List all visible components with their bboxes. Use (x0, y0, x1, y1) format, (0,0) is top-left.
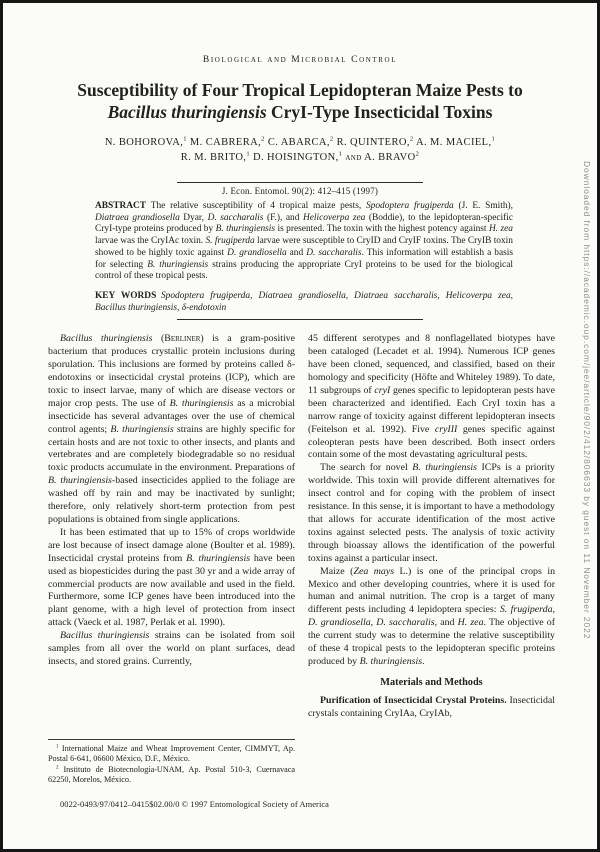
right-column (308, 333, 555, 785)
abstract-paragraph: ABSTRACT The relative susceptibility of 4 tropical maize pests, Spodoptera frugiperda (J. E. Smith), Diatraea grandiosella Dyar, D. saccharalis (F.), and Helicoverpa zea (Boddie), to the lepidopteran-specific CryI-type proteins produced by B. thuringiensis is presented. The toxin with the highest potency against H. zea larvae was the CryIAc toxin. S. frugiperda larvae were susceptible to CryID and CryIF toxins. The CryIB toxin showed to be highly toxic against D. grandiosella and D. saccharalis. This information will establish a basis for selecting B. thuringiensis strains producing the appropriate CryI proteins to be used for the biological control of these tropical pests. (95, 201, 514, 282)
header-rule (177, 182, 423, 183)
article-title-line-2: Bacillus thuringiensis CryI-Type Insecticidal Toxins (107, 101, 493, 122)
body-columns (48, 333, 555, 785)
body-paragraph-novel-icp-search: The search for novel B. thuringiensis ICPs is a priority worldwide. This toxin will provide different alternatives for insect control and for coping with the problem of insect resistance. In this sense, it is important to have a methodology that allows for accurate identification of the most active toxins against selected pests. The analysis of toxic activity through bioassay allows the identification of the powerful toxins against a particular insect. (308, 462, 555, 564)
journal-citation: J. Econ. Entomol. 90(2): 412–415 (1997) (221, 186, 379, 196)
left-column (48, 333, 295, 785)
body-paragraph-serotypes: 45 different serotypes and 8 nonflagellated biotypes have been cataloged (Lecadet et al. 1994). Numerous ICP genes have been cloned, sequenced, and classified, based on their homology and specificity (Höfte and Whiteley 1989). To date, 11 subgroups of cryI genes specific to lepidopteran pests have been characterized and identified. Each CryI toxin has a narrow range of toxicity against different lepidopteran insects (Feitelson et al. 1992). Five cryIII genes specific against coleopteran pests have been described. Both insect orders contain some of the most devastating agricultural pests. (308, 333, 555, 461)
copyright-line: 0022-0493/97/0412–0415$02.00/0 © 1997 Entomological Society of America (60, 800, 329, 809)
footnote-1: $^1$ International Maize and Wheat Improvement Center, CIMMYT, Ap. Postal 6-641, 06600 México, D.F., México. (48, 742, 295, 764)
authors-line-1: N. BOHOROVA,$^1$ M. CABRERA,$^2$ C. ABARCA,$^2$ R. QUINTERO,$^2$ A. M. MACIEL,$^1$ (104, 135, 496, 148)
authors-line-2: R. M. BRITO,$^1$ D. HOISINGTON,$^1$ and A. BRAVO$^2$ (180, 150, 420, 163)
body-paragraph-crop-losses: It has been estimated that up to 15% of crops worldwide are lost because of insect damage alone (Boulter et al. 1989). Insecticidal crystal proteins from B. thuringiensis have been used as biopesticides during the past 30 yr and a wide array of commercial products are now available and used in the field. Furthermore, some ICP genes have been introduced into the plant genome, with a high level of protection from insect attack (Vaeck et al. 1987, Perlak et al. 1990). (48, 526, 295, 629)
running-head: Biological and Microbial Control (202, 55, 398, 65)
body-paragraph-purification: Purification of Insecticidal Crystal Proteins. Insecticidal crystals containing CryIAa, CryIAb, (308, 694, 555, 719)
footnote-2: $^2$ Instituto de Biotecnología-UNAM, Ap. Postal 510-3, Cuernavaca 62250, Morelos, México. (48, 763, 295, 784)
footnote-divider-rule (48, 739, 295, 740)
section-heading-materials-and-methods: Materials and Methods (380, 676, 483, 688)
footnotes-block (48, 739, 295, 786)
keywords-paragraph: KEY WORDS Spodoptera frugiperda, Diatraea grandiosella, Diatraea saccharalis, Helicoverpa zea, Bacillus thuringiensis, δ-endotoxin (95, 290, 513, 313)
body-paragraph-maize: Maize (Zea mays L.) is one of the principal crops in Mexico and other developing countries, where it is used for human and animal nutrition. The crop is a target of many different pests including 4 lepidoptera species: S. frugiperda, D. grandiosella, D. saccharalis, and H. zea. The objective of the current study was to determine the relative susceptibility of these 4 tropical pests to the lepidopteran specific proteins produced by B. thuringiensis. (308, 565, 555, 667)
article-title-line-1: Susceptibility of Four Tropical Lepidopteran Maize Pests to (77, 80, 523, 100)
author-list (3, 136, 597, 165)
abstract-divider-rule (177, 319, 423, 320)
body-paragraph-strain-isolation: Bacillus thuringiensis strains can be isolated from soil samples from all over the world on plant surfaces, dead insects, and stored grains. Currently, (48, 630, 296, 667)
download-watermark: Downloaded from https://academic.oup.com/jee/article/90/2/412/806633 by guest on 11 November 2022 (582, 161, 592, 640)
body-paragraph-intro: Bacillus thuringiensis (Berliner) is a gram-positive bacterium that produces crystallic protein inclusions during sporulation. This inclusions are formed by proteins called δ-endotoxins or insecticidal crystal proteins (ICP), which are toxic to insect larvae, many of which are disease vectors or major crop pests. The use of B. thuringiensis as a microbial insecticide has several advantages over the use of chemical control agents; B. thuringiensis strains are highly specific for certain hosts and are not toxic to other insects, and plants and vertebrates and are completely biodegradable so no residual toxic products accumulate in the environment. Preparations of B. thuringiensis-based insecticides applied to the foliage are washed off by rain and may be inactivated by sunlight; therefore, only relatively short-term protection from pest populations is obtained from single applications. (48, 333, 296, 526)
article-title (33, 80, 567, 123)
